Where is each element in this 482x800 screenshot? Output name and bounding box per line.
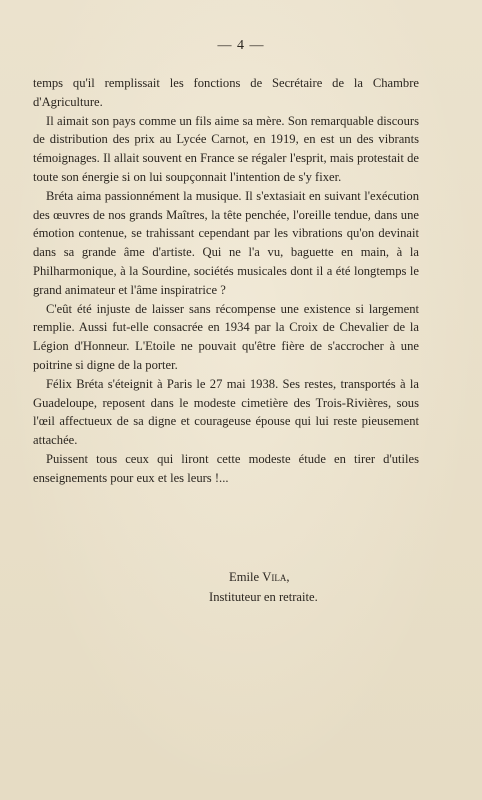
paragraph-honour: C'eût été injuste de laisser sans récompense une existence si largement remplie. Aussi fut-elle consacrée en 1934 par la Croix de Chevalier de la Légion d'Honneur. L'Etoile ne pouvait qu'être fière de s'accrocher à une poitrine si digne de la porter.	[33, 301, 419, 372]
author-title: Instituteur en retraite.	[209, 590, 318, 604]
author-name	[33, 567, 419, 587]
page-number: — 4 —	[217, 38, 265, 53]
paragraph-patriotism: Il aimait son pays comme un fils aime sa mère. Son remarquable discours de distribution des prix au Lycée Carnot, en 1919, en est un des vibrants témoignages. Il allait souvent en France se régaler l'esprit, mais protestait de toute son énergie si on lui soupçonnait l'intention de s'y fixer.	[33, 113, 419, 184]
signature-block	[33, 567, 419, 607]
paragraph-continuation: temps qu'il remplissait les fonctions de Secrétaire de la Chambre d'Agriculture.	[33, 76, 419, 109]
paragraph-music: Bréta aima passionnément la musique. Il s'extasiait en suivant l'exécution des œuvres de nos grands Maîtres, la tête penchée, l'oreille tendue, dans une émotion contenue, se trahissant cependant par les vibrations qu'on devinait dans sa grande âme d'artiste. Qui ne l'a vu, baguette en main, à la Philharmonique, à la Sourdine, sociétés musicales dont il a été longtemps le grand animateur et l'âme inspiratrice ?	[33, 188, 419, 297]
paragraph-closing: Puissent tous ceux qui liront cette modeste étude en tirer d'utiles enseignements pour eux et les leurs !...	[33, 451, 419, 485]
paragraph-death: Félix Bréta s'éteignit à Paris le 27 mai 1938. Ses restes, transportés à la Guadeloupe, reposent dans le modeste cimetière des Trois-Rivières, sous l'œil affectueux de sa digne et courageuse épouse qui lui reste pieusement attachée.	[33, 376, 419, 448]
body-text	[33, 74, 419, 488]
author-first-name: Emile	[229, 570, 260, 584]
author-last-name: Vila	[262, 570, 287, 584]
author-name-suffix: ,	[286, 570, 290, 584]
